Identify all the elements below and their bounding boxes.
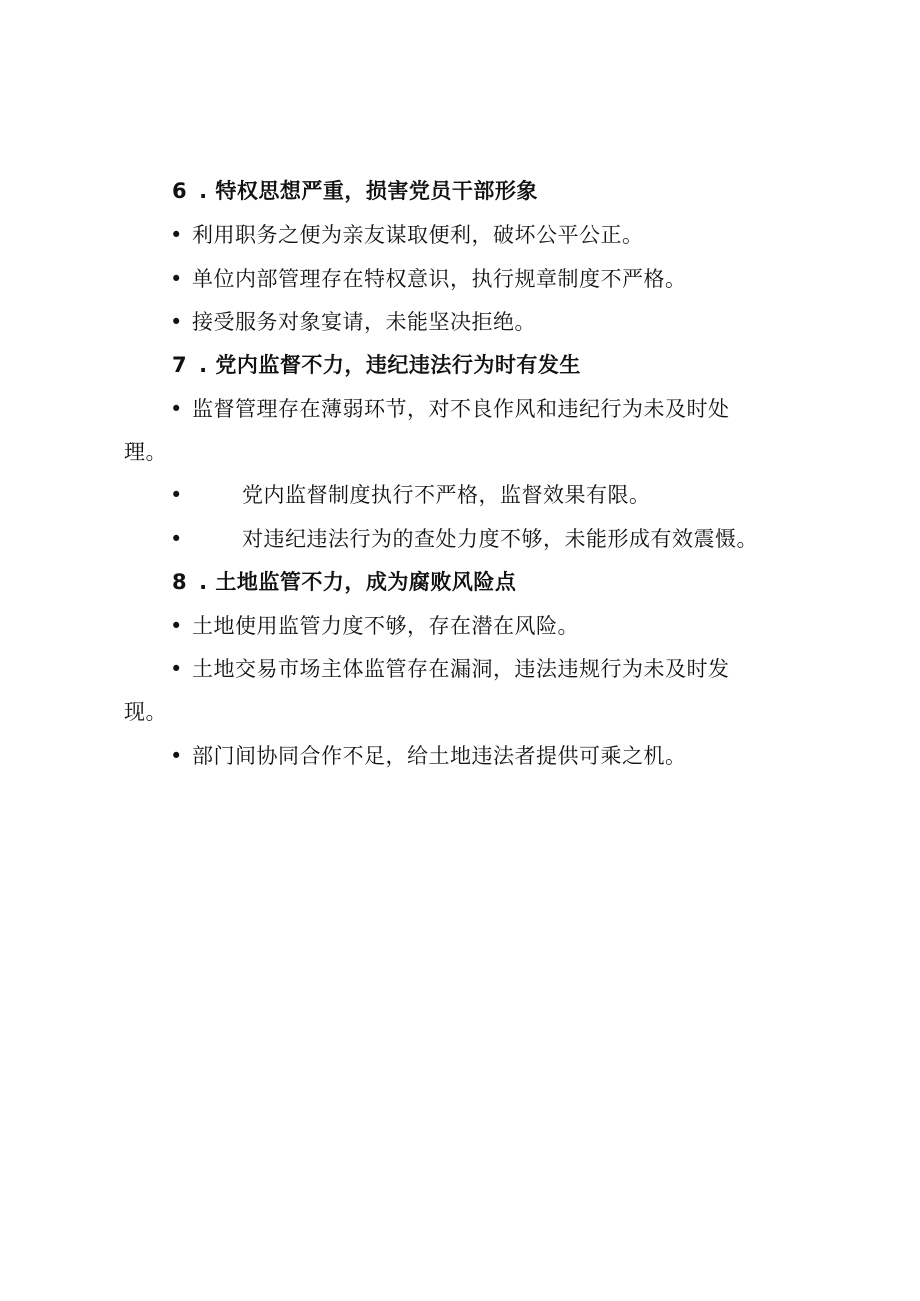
bullet-icon: • [170,614,183,638]
section-8-heading [172,569,516,595]
bullet-icon: • [170,310,183,334]
list-item-text: 监督管理存在薄弱环节，对不良作风和违纪行为未及时处 [192,397,730,421]
list-item-text: 利用职务之便为亲友谋取便利，破坏公平公正。 [192,223,644,247]
bullet-icon: • [170,397,183,421]
list-item [170,656,730,682]
section-title: . 党内监督不力，违纪违法行为时有发生 [199,353,581,377]
section-number: 6 [172,179,188,203]
list-item [170,266,687,292]
list-item [170,222,644,248]
list-item-text: 部门间协同合作不足，给土地违法者提供可乘之机。 [192,744,687,768]
list-item-text: 对违纪违法行为的查处力度不够，未能形成有效震慑。 [242,527,758,551]
bullet-icon: • [170,527,183,551]
section-number: 7 [172,353,188,377]
list-item [170,613,579,639]
bullet-icon: • [170,744,183,768]
list-item-text: 党内监督制度执行不严格，监督效果有限。 [242,483,651,507]
list-item [170,309,536,335]
list-item [170,526,758,552]
bullet-icon: • [170,657,183,681]
list-item-continuation: 现。 [124,700,167,724]
list-item [170,482,651,508]
bullet-icon: • [170,223,183,247]
list-item-text: 土地使用监管力度不够，存在潜在风险。 [192,614,579,638]
list-item-text: 土地交易市场主体监管存在漏洞，违法违规行为未及时发 [192,657,730,681]
bullet-icon: • [170,267,183,291]
section-6-heading [172,178,538,204]
section-number: 8 [172,570,188,594]
list-item-text: 单位内部管理存在特权意识，执行规章制度不严格。 [192,267,687,291]
section-title: . 土地监管不力，成为腐败风险点 [199,570,517,594]
list-item [170,396,730,422]
section-7-heading [172,352,581,378]
bullet-icon: • [170,483,183,507]
list-item [170,743,687,769]
list-item-continuation: 理。 [124,440,167,464]
list-item-text: 接受服务对象宴请，未能坚决拒绝。 [192,310,536,334]
section-title: . 特权思想严重，损害党员干部形象 [199,179,538,203]
